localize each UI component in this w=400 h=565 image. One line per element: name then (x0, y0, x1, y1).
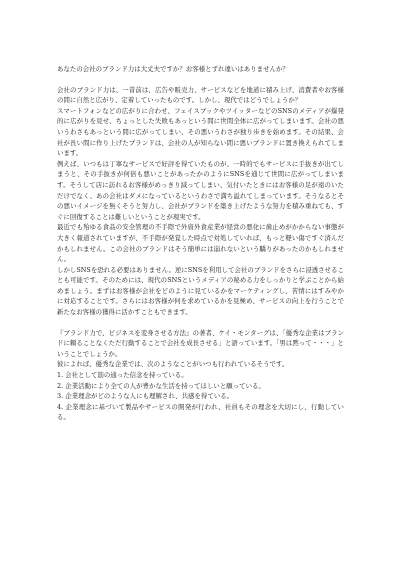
list-item: 1. 会社として筋の通った信念を持っている。 (57, 371, 188, 380)
heading-question: あなたの会社のブランド力は大丈夫ですか？お客様とずれ違いはありませんか？ (57, 65, 289, 73)
numbered-list (57, 370, 344, 423)
paragraph-recent-case: 最近でも殆ゆる食品の安全管理の不手際で外資外食産業が経営の悪化に歯止めがかからない事態が大きく報道されていますが、不手際が発覚した時点で対処していれば、もっと軽い傷ですぐ済んだかもしれません。この会社のブランドはそう簡単には崩れないという驕りがあったのかもしれません。 (57, 223, 344, 264)
paragraph-example: 例えば、いつもは丁寧なサービスで好評を得ていたものが、一時的でもサービスに手抜きが出てしまうと、その手抜きが何倍も悪いことがあったかのようにSNSを通じて世間に広がってしまいます。そうして店に訪れるお客様がめっきり減ってしまい、気付いたときにはお客様の足が遠のいただけでなく、あの会社はダメになっているというわさで満ち溢れてしまっています。そうなるとその悪いイメージを無くそうと努力し、会社がブランドを築き上げたような努力を積み重ねても、すぐに回復することは難しいということが現実です。 (57, 159, 344, 221)
spacer (57, 75, 344, 85)
paragraph-list-intro: 彼によれば、優秀な企業では、次のようなことがいつも行われているそうです。 (57, 360, 289, 369)
paragraph-quote: 『ブランド力で、ビジネスを変身させる方法』の著者、ケイ・モンターグは、「優秀な企業はブランドに頼ることなくただ行動することで会社を成長させる」と語っています。「男は黙って・・・」ということでしょうか。 (57, 328, 344, 358)
list-item: 4. 企業理念に基づいて製品やサービスの開発が行われ、社員もその理念を大切にし、行動している。 (57, 402, 344, 422)
spacer (57, 318, 344, 328)
paragraph-sns-spread: スマートフォンなどの広がりに合わせ、フェイスブックやツイッターなどのSNSのメディアが爆発的に広がりを見せ、ちょっとした失敗もあっという間に世間全体に広がってしまいます。会社の悪いうわさもあっという間に広がってしまい、その悪いうわさが独り歩きを始めます。その結果、会社が長い間に作り上げたブランドは、会社の人が知らない間に悪いブランドに置き換えられてしまいます。 (57, 106, 344, 158)
list-item: 2. 企業活動により全ての人が豊かな生活を持ってほしいと願っている。 (57, 381, 265, 390)
paragraph-intro: 会社のブランド力は、一昔前は、広告や販売力、サービスなどを地道に積み上げ、消費者やお客様の間に自然と広がり、定着していったものです。しかし、現代ではどうでしょうか？ (57, 85, 344, 105)
document-body (57, 64, 344, 423)
list-item: 3. 企業理念がどのような人にも理解され、共感を得ている。 (57, 392, 234, 401)
paragraph-use-sns: しかしSNSを恐れる必要はありません。逆にSNSを利用して会社のブランドをさらに浸透させることも可能です。そのためには、現代のSNSというメディアの秘める力をしっかりと学ぶことから始めましょう。まずはお客様が会社をどのように見ているかをマーケティングし、苦情にはすみやかに対応することです。さらにはお客様が何を求めているかを見極め、サービスの向上を行うことで新たなお客様の獲得に活かすこともできます。 (57, 265, 345, 317)
